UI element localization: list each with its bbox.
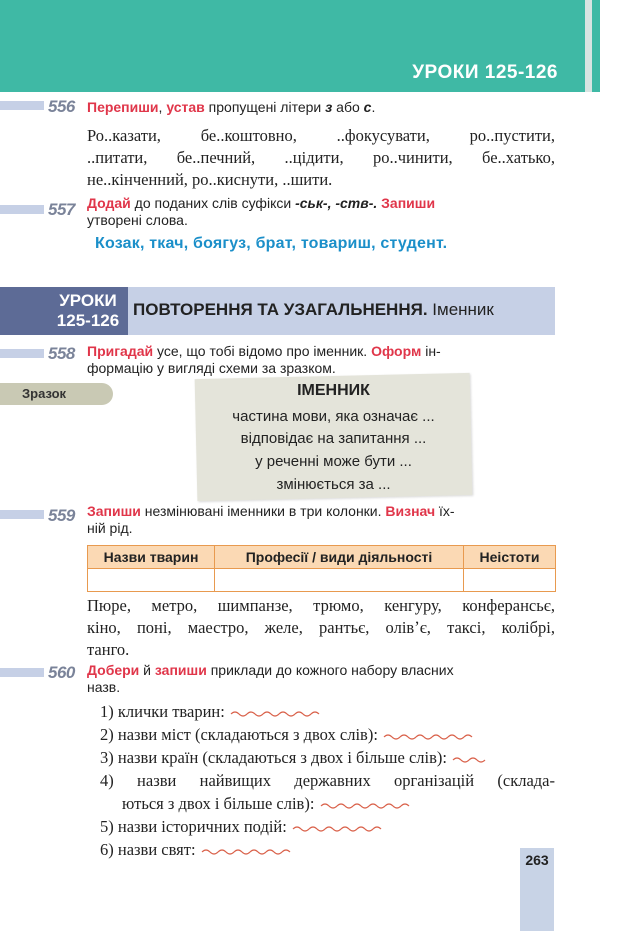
list-item [100,771,555,791]
instruction-text: незмінювані іменники в три колонки. [140,503,386,519]
exercise-number: 556 [48,97,75,116]
instruction-verb: Добери [87,662,140,678]
table-cell [464,569,556,592]
list-item-text: 1) клички тварин: [100,702,225,721]
page-number: 263 [525,852,549,868]
answer-line [291,824,383,832]
list-item [100,840,292,860]
letter: з [325,99,333,115]
answer-line [319,801,411,809]
exercise-instruction [87,343,527,377]
answer-line [382,732,474,740]
header-stripe [592,0,600,92]
instruction-verb: Додай [87,195,131,211]
list-item-text: 3) назви країн (складаються з двох і більше слів): [100,748,447,767]
list-item [100,702,321,722]
exercise-instruction [87,662,527,696]
instruction-verb: Оформ [371,343,422,359]
lesson-badge-line: УРОКИ [59,291,117,310]
instruction-text: утворені слова. [87,212,188,228]
list-item [122,794,411,814]
instruction-text: до поданих слів суфікси [130,195,296,211]
exercise-number: 557 [48,200,75,219]
noun-table [87,545,556,592]
table-cell [88,569,215,592]
table-row [88,569,556,592]
exercise-bar [0,101,44,110]
exercise-bar [0,668,44,677]
instruction-text: ній рід. [87,520,133,536]
exercise-bar [0,349,44,358]
header-stripe [585,0,592,92]
exercise-bar [0,205,44,214]
instruction-text: ін- [421,343,441,359]
exercise-number: 558 [48,344,75,363]
suffixes: -ськ-, -ств-. [295,195,378,211]
list-item [100,748,491,768]
word-line: ..питати, бе..печний, ..цідити, ро..чинити, бе..хатько, [87,148,555,167]
exercise-instruction [87,503,527,537]
instruction-text: пропущені літери [204,99,326,115]
instruction-verb: Запиши [381,195,436,211]
instruction-verb: устав [166,99,205,115]
letter: с [363,99,372,115]
list-item-text: ються з двох і більше слів): [122,794,315,813]
instruction-text: назв. [87,679,121,695]
instruction-text: . [371,99,376,115]
lesson-title [133,300,494,320]
schema-line: відповідає на запитання ... [240,430,427,447]
instruction-text: формацію у вигляді схеми за зразком. [87,360,336,376]
list-item [100,725,474,745]
list-item-text: 4) назви найвищих державних організацій (склада- [100,771,555,790]
word-line: танго. [87,640,130,659]
table-header-row [88,546,556,569]
exercise-number: 559 [48,506,75,525]
word-line: Ро..казати, бе..коштовно, ..фокусувати, ро..пустити, [87,126,555,145]
table-header: Професії / види діяльності [215,546,464,569]
instruction-verb: Пригадай [87,343,154,359]
schema-title: ІМЕННИК [297,382,370,399]
instruction-verb: Визнач [385,503,436,519]
exercise-instruction [87,99,375,116]
instruction-text: приклади до кожного набору власних [206,662,454,678]
lesson-band-left [0,287,48,335]
sample-label: Зразок [22,386,67,401]
table-header: Неістоти [464,546,556,569]
exercise-instruction [87,195,527,229]
word-line: не..кінченний, ро..киснути, ..шити. [87,170,333,189]
instruction-text: усе, що тобі відомо про іменник. [153,343,372,359]
table-cell [215,569,464,592]
answer-line [229,709,321,717]
schema-line: частина мови, яка означає ... [232,408,435,425]
lesson-badge [48,287,128,335]
list-item-text: 5) назви історичних подій: [100,817,287,836]
lesson-badge-line: 125-126 [56,311,120,330]
lesson-title-bold: ПОВТОРЕННЯ ТА УЗАГАЛЬНЕННЯ. [133,300,428,319]
word-list: Козак, ткач, боягуз, брат, товариш, студент. [95,235,448,252]
instruction-text: або [332,99,364,115]
lesson-title-rest: Іменник [427,300,494,319]
table-header: Назви тварин [88,546,215,569]
answer-line [200,847,292,855]
schema-line: змінюється за ... [276,476,391,493]
header-title: УРОКИ 125-126 [412,62,558,83]
instruction-verb: запиши [154,662,207,678]
list-item-text: 2) назви міст (складаються з двох слів): [100,725,378,744]
instruction-verb: Перепиши [87,99,159,115]
instruction-text: й [139,662,155,678]
instruction-verb: Запиши [87,503,141,519]
answer-line [451,755,491,763]
instruction-text: , [158,99,167,115]
schema-line: у реченні може бути ... [255,453,412,470]
exercise-number: 560 [48,663,75,682]
word-line: Пюре, метро, шимпанзе, трюмо, кенгуру, конферансьє, [87,596,555,615]
exercise-bar [0,510,44,519]
instruction-text: їх- [435,503,455,519]
list-item-text: 6) назви свят: [100,840,196,859]
word-line: кіно, поні, маестро, желе, рантьє, олівʼє, таксі, колібрі, [87,618,555,637]
list-item [100,817,383,837]
